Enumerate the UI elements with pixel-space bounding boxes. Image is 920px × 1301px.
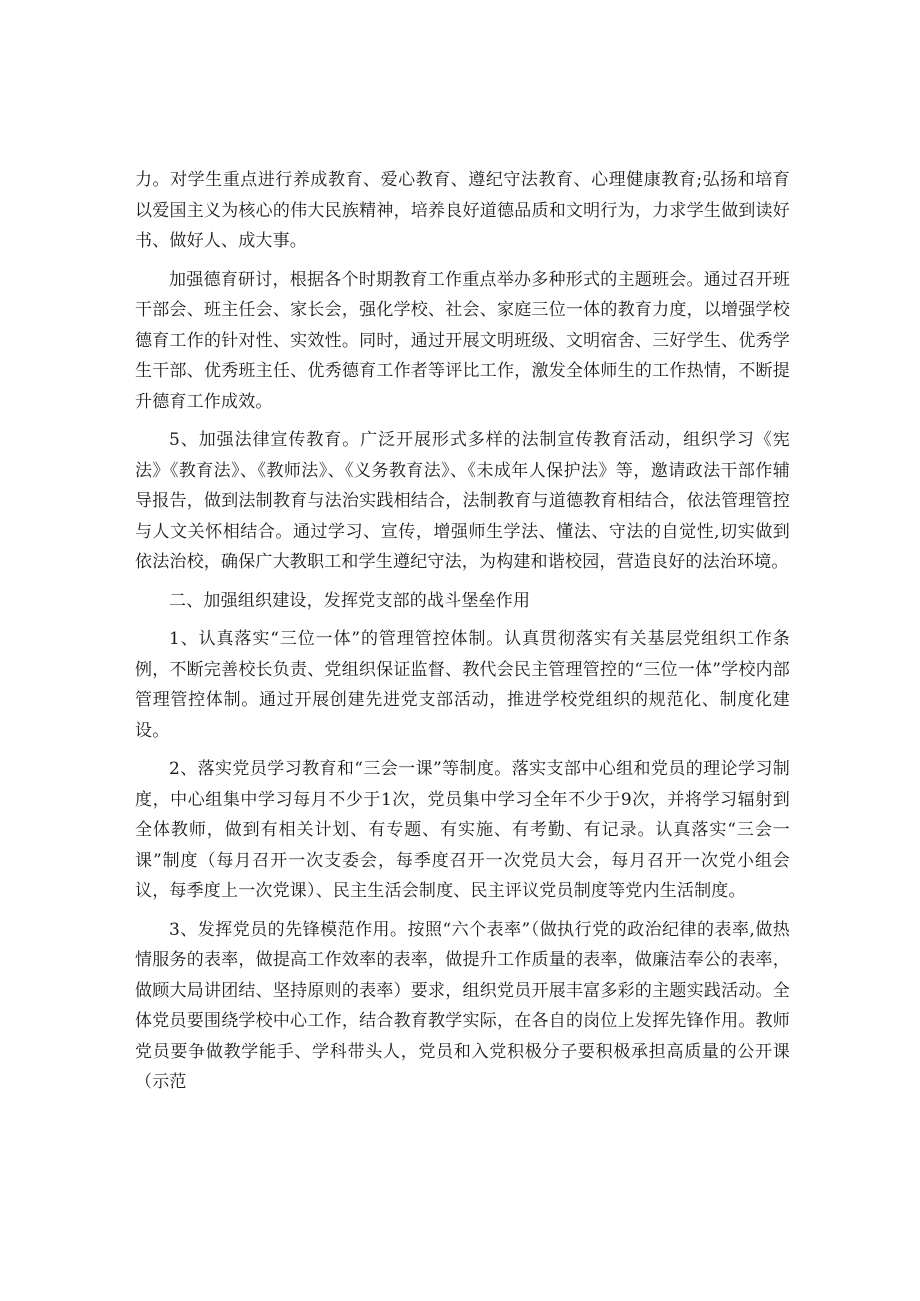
paragraph-party-member-role: 3、发挥党员的先锋模范作用。按照“六个表率”（做执行党的政治纪律的表率,做热情服务的表率，做提高工作效率的表率，做提升工作质量的表率，做廉洁奉公的表率，做顾大局讲团结、坚持原则的表率）要求，组织党员开展丰富多彩的主题实践活动。全体党员要围绕学校中心工作，结合教育教学实际，在各自的岗位上发挥先锋作用。教师党员要争做教学能手、学科带头人，党员和入党积极分子要积极承担高质量的公开课（示范 [135,919,790,1092]
paragraph-legal-education: 5、加强法律宣传教育。广泛开展形式多样的法制宣传教育活动，组织学习《宪法》《教育法》、《教师法》、《义务教育法》、《未成年人保护法》等，邀请政法干部作辅导报告，做到法制教育与法治实践相结合，法制教育与道德教育相结合，依法管理管控与人文关怀相结合。通过学习、宣传，增强师生学法、懂法、守法的自觉性,切实做到依法治校，确保广大教职工和学生遵纪守法，为构建和谐校园，营造良好的法治环境。 [135,430,790,572]
paragraph-moral-research: 加强德育研讨，根据各个时期教育工作重点举办多种形式的主题班会。通过召开班干部会、班主任会、家长会，强化学校、社会、家庭三位一体的教育力度，以增强学校德育工作的针对性、实效性。同时，通过开展文明班级、文明宿舍、三好学生、优秀学生干部、优秀班主任、优秀德育工作者等评比工作，激发全体师生的工作热情，不断提升德育工作成效。 [135,269,790,412]
paragraph-three-meetings-one-lesson: 2、落实党员学习教育和“三会一课”等制度。落实支部中心组和党员的理论学习制度，中心组集中学习每月不少于1次，党员集中学习全年不少于9次，并将学习辐射到全体教师，做到有相关计划、有专题、有实施、有考勤、有记录。认真落实“三会一课”制度（每月召开一次支委会，每季度召开一次党员大会，每月召开一次党小组会议，每季度上一次党课）、民主生活会制度、民主评议党员制度等党内生活制度。 [135,759,790,901]
paragraph-three-in-one: 1、认真落实“三位一体”的管理管控体制。认真贯彻落实有关基层党组织工作条例，不断完善校长负责、党组织保证监督、教代会民主管理管控的“三位一体”学校内部管理管控体制。通过开展创建先进党支部活动，推进学校党组织的规范化、制度化建设。 [135,629,790,741]
document-body [135,165,790,1106]
section-heading-organization: 二、加强组织建设，发挥党支部的战斗堡垒作用 [169,590,531,611]
paragraph-moral-education-focus: 力。对学生重点进行养成教育、爱心教育、遵纪守法教育、心理健康教育;弘扬和培育以爱国主义为核心的伟大民族精神，培养良好道德品质和文明行为，力求学生做到读好书、做好人、成大事。 [135,170,790,251]
